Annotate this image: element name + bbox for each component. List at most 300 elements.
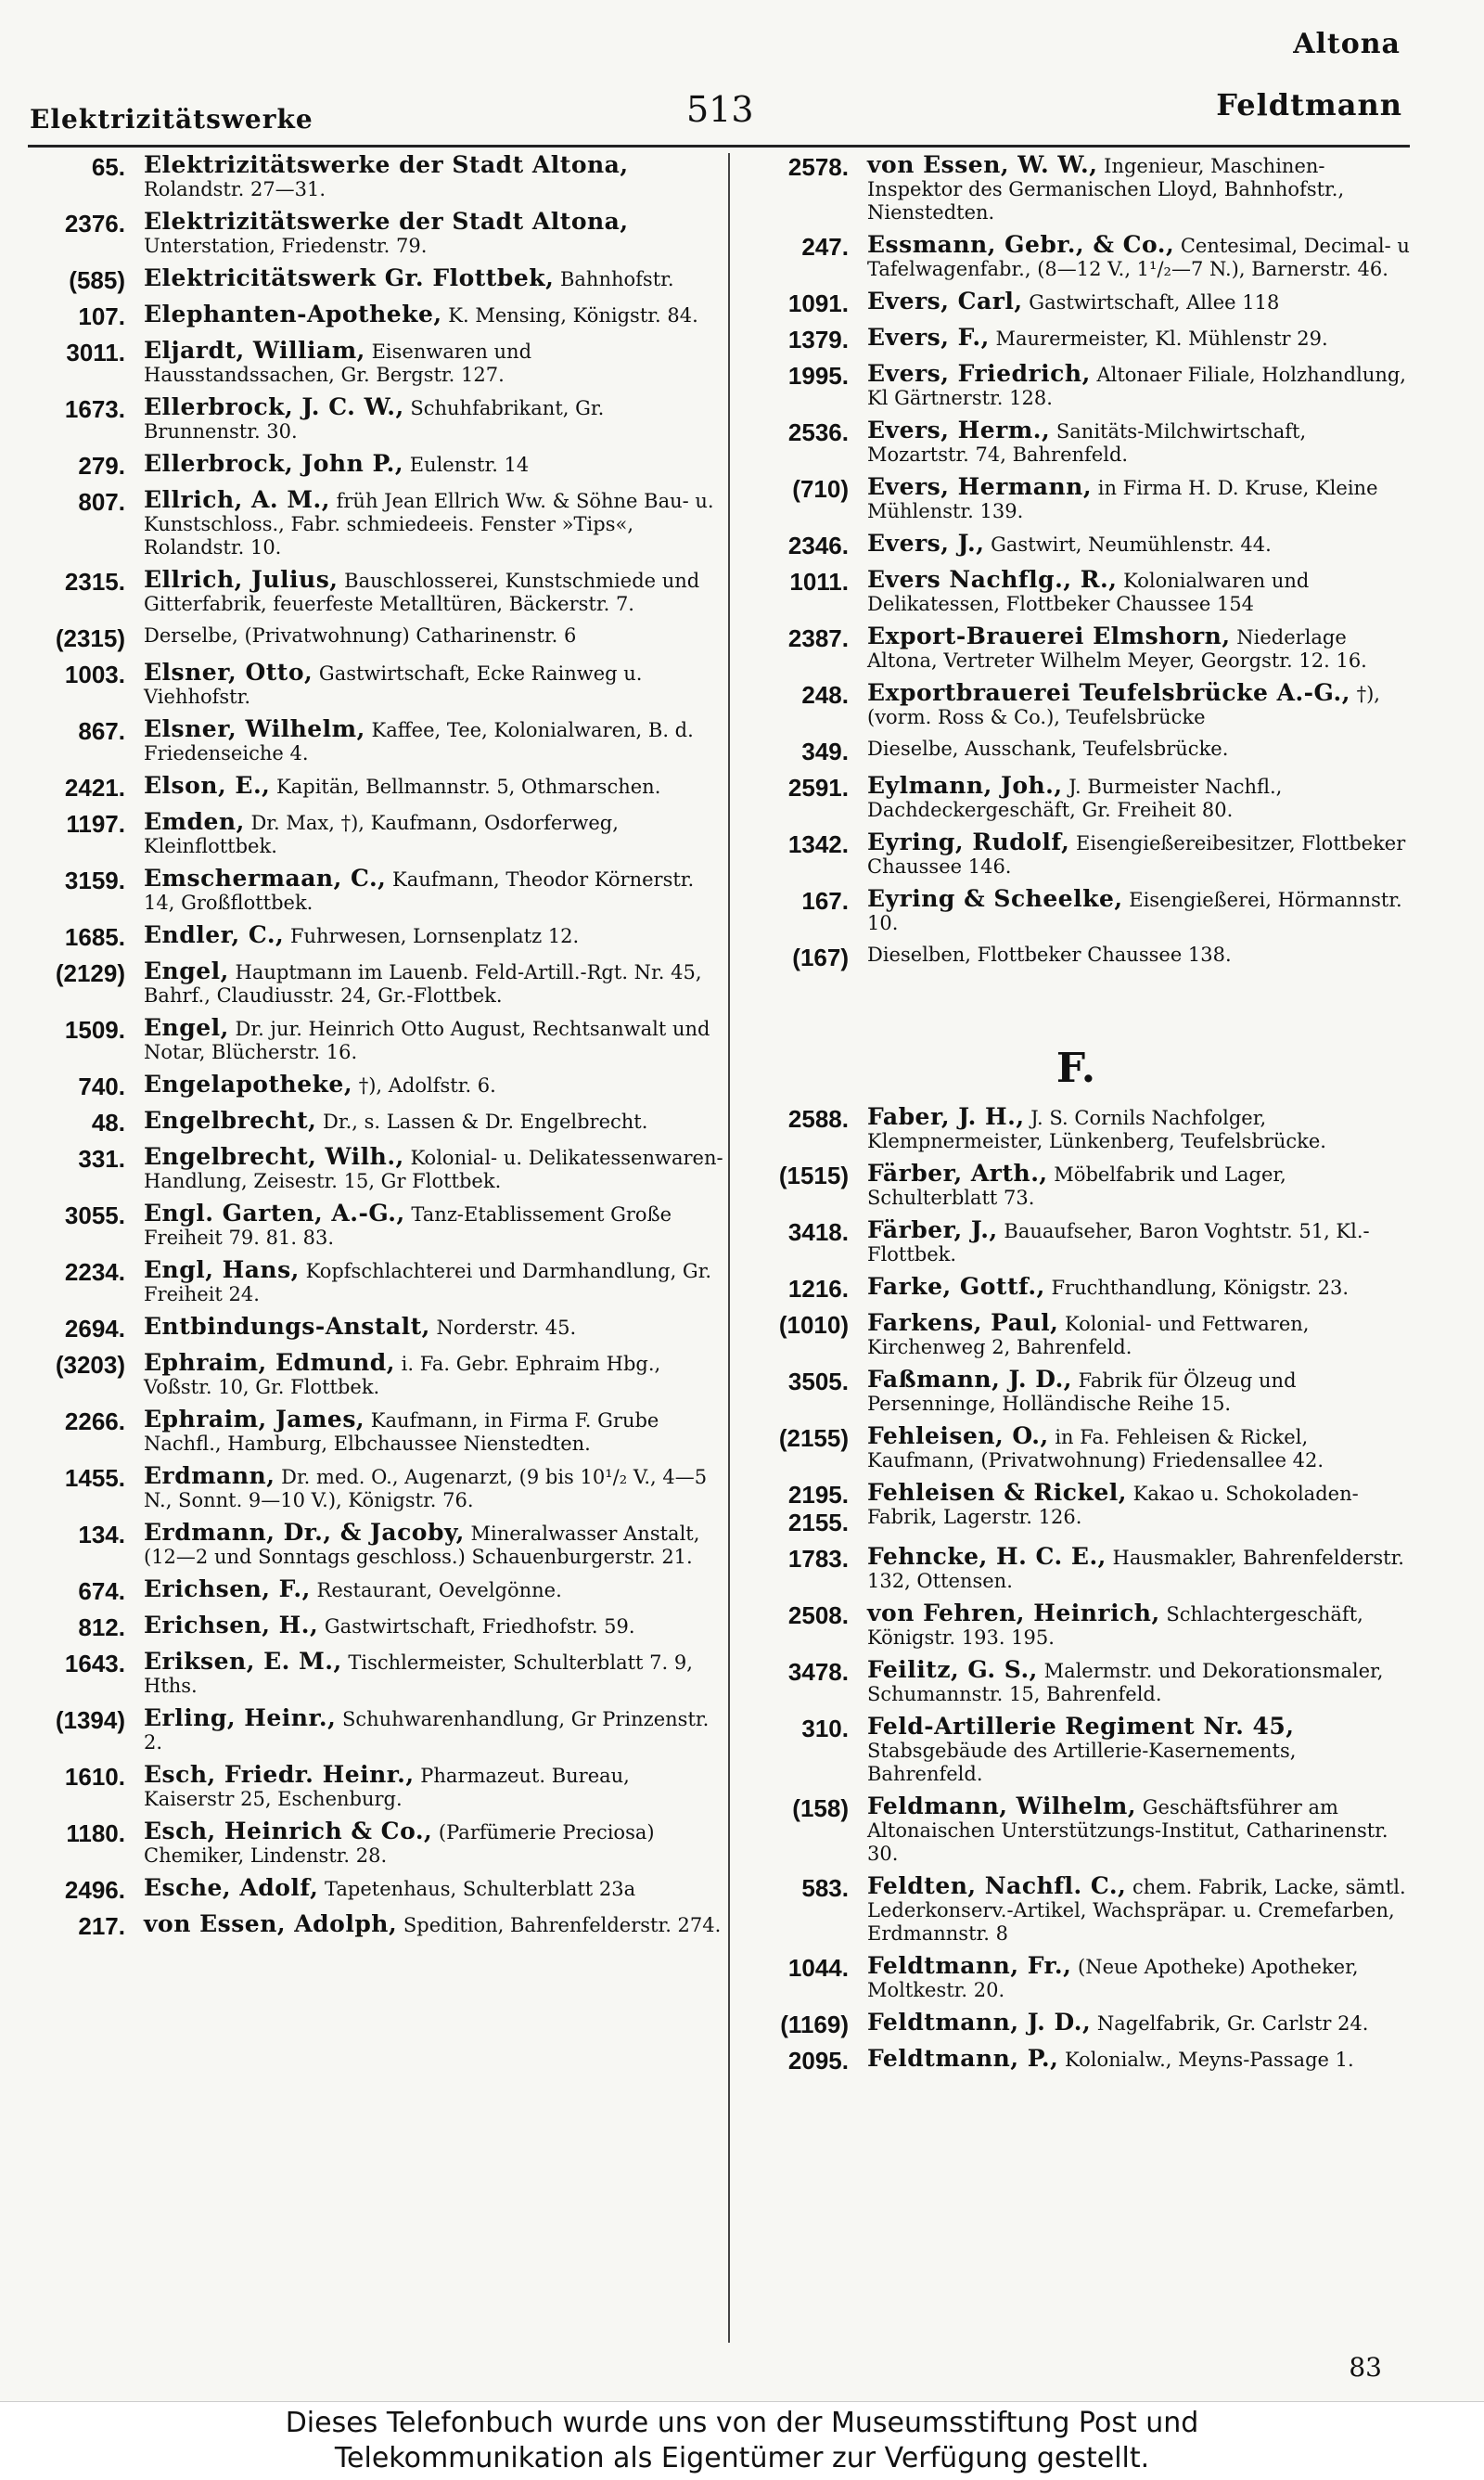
entry-details: Maurermeister, Kl. Mühlenstr 29. xyxy=(995,328,1328,350)
entry-name: Ellerbrock, John P., xyxy=(144,450,404,477)
entry-details: Dr., s. Lassen & Dr. Engelbrecht. xyxy=(323,1111,648,1133)
entry-details: Fruchthandlung, Königstr. 23. xyxy=(1051,1277,1350,1299)
entry-name: Erdmann, xyxy=(144,1462,275,1489)
entry-details: Tanz-Etablissement Große Freiheit 79. 81. 83. xyxy=(144,1203,672,1249)
entry-text xyxy=(144,923,723,948)
entry-name: Entbindungs-Anstalt, xyxy=(144,1313,430,1340)
phone-number: (167) xyxy=(792,944,849,971)
entry-details: Unterstation, Friedenstr. 79. xyxy=(144,235,428,257)
entry-text xyxy=(144,717,723,765)
phone-number: (2155) xyxy=(778,1424,849,1452)
entry-name: Eylmann, Joh., xyxy=(867,772,1063,799)
phone-number: 2266. xyxy=(64,1407,125,1435)
directory-entry xyxy=(742,830,1410,879)
entry-name: Feilitz, G. S., xyxy=(867,1656,1038,1683)
entry-details: Möbelfabrik und Lager, Schulterblatt 73. xyxy=(867,1163,1286,1209)
entry-text xyxy=(867,1715,1410,1786)
entry-name: Ephraim, Edmund, xyxy=(144,1349,395,1376)
entry-name: Engelbrecht, Wilh., xyxy=(144,1143,404,1170)
entry-name: Evers, Herm., xyxy=(867,417,1051,443)
phone-number: 107. xyxy=(78,302,125,330)
phone-number: 1216. xyxy=(787,1275,849,1303)
entry-details: Kopfschlachterei und Darmhandlung, Gr. Freiheit 24. xyxy=(144,1260,712,1305)
footer-line-1: Dieses Telefonbuch wurde uns von der Museumsstiftung Post und xyxy=(285,2407,1199,2439)
phone-number: 1610. xyxy=(64,1763,125,1791)
entry-name: Export-Brauerei Elmshorn, xyxy=(867,623,1231,649)
phone-number: 2195. 2155. xyxy=(787,1481,849,1536)
entry-text xyxy=(867,1275,1410,1300)
entry-details: (Parfümerie Preciosa) Chemiker, Lindenstr. 28. xyxy=(144,1821,655,1867)
entry-text xyxy=(144,1016,723,1064)
entry-name: von Essen, Adolph, xyxy=(144,1910,398,1937)
phone-number: 1783. xyxy=(787,1545,849,1573)
footer-line-2: Telekommunikation als Eigentümer zur Verfügung gestellt. xyxy=(334,2442,1150,2474)
entry-name: Esch, Heinrich & Co., xyxy=(144,1818,433,1844)
phone-number: 2591. xyxy=(787,774,849,802)
entry-text xyxy=(144,1650,723,1698)
entry-details: Gastwirtschaft, Ecke Rainweg u. Viehhofstr. xyxy=(144,662,643,708)
entry-name: Eriksen, E. M., xyxy=(144,1648,342,1675)
entry-details: Kakao u. Schokoladen-Fabrik, Lagerstr. 126. xyxy=(867,1483,1359,1528)
directory-entry xyxy=(28,395,723,443)
entry-text xyxy=(144,1819,723,1868)
entry-text xyxy=(867,2011,1410,2036)
entry-name: Emden, xyxy=(144,808,245,835)
entry-details: Spedition, Bahrenfelderstr. 274. xyxy=(403,1914,722,1936)
entry-text xyxy=(144,1876,723,1901)
entry-details: Fuhrwesen, Lornsenplatz 12. xyxy=(289,925,580,947)
entry-text xyxy=(144,210,723,258)
entry-name: Feld-Artillerie Regiment Nr. 45, xyxy=(867,1713,1295,1740)
entry-name: Erling, Heinr., xyxy=(144,1704,337,1731)
entry-name: Eyring, Rudolf, xyxy=(867,829,1070,855)
entry-details: Kaufmann, Theodor Körnerstr. 14, Großflottbek. xyxy=(144,868,695,914)
section-spacer xyxy=(742,980,1410,1045)
entry-text xyxy=(867,1954,1410,2002)
directory-entry xyxy=(28,1577,723,1605)
phone-number: 1044. xyxy=(787,1954,849,1982)
entry-name: Evers, Hermann, xyxy=(867,473,1093,500)
phone-number: (1515) xyxy=(778,1162,849,1189)
directory-entry xyxy=(28,1876,723,1904)
entry-name: Evers, J., xyxy=(867,530,985,557)
entry-name: Elson, E., xyxy=(144,772,271,799)
directory-entry xyxy=(742,1601,1410,1650)
directory-entry xyxy=(742,944,1410,971)
entry-text xyxy=(867,1481,1410,1529)
entry-text xyxy=(867,1874,1410,1946)
directory-entry xyxy=(28,1912,723,1940)
entry-details: Derselbe, (Privatwohnung) Catharinenstr. 6 xyxy=(144,624,577,647)
phone-number: 3418. xyxy=(787,1218,849,1246)
phone-number: 1455. xyxy=(64,1464,125,1492)
entry-name: Farke, Gottf., xyxy=(867,1273,1045,1300)
entry-text xyxy=(144,1201,723,1250)
phone-number: 3478. xyxy=(787,1658,849,1686)
entry-details: Nagelfabrik, Gr. Carlstr 24. xyxy=(1096,2012,1369,2035)
entry-text xyxy=(144,774,723,799)
phone-number: (710) xyxy=(792,475,849,503)
phone-number: 1995. xyxy=(787,362,849,390)
entry-details: Schlachtergeschäft, Königstr. 193. 195. xyxy=(867,1603,1363,1649)
entry-text xyxy=(144,1145,723,1193)
phone-number: 310. xyxy=(801,1715,849,1742)
directory-entry xyxy=(28,1650,723,1698)
directory-entry xyxy=(28,1819,723,1868)
directory-entry xyxy=(742,326,1410,353)
phone-number: (158) xyxy=(792,1794,849,1822)
entry-details: Kaufmann, in Firma F. Grube Nachfl., Hamburg, Elbchaussee Nienstedten. xyxy=(144,1409,659,1455)
entry-details: in Fa. Fehleisen & Rickel, Kaufmann, (Privatwohnung) Friedensallee 42. xyxy=(867,1426,1324,1471)
directory-entry xyxy=(28,923,723,951)
directory-entry xyxy=(28,153,723,201)
entry-text xyxy=(867,1424,1410,1472)
entry-details: Gastwirt, Neumühlenstr. 44. xyxy=(991,533,1272,556)
directory-entry xyxy=(28,959,723,1008)
phone-number: 2346. xyxy=(787,532,849,559)
entry-name: Essmann, Gebr., & Co., xyxy=(867,231,1175,258)
entry-name: Färber, Arth., xyxy=(867,1160,1048,1187)
directory-entry xyxy=(28,810,723,858)
directory-entry xyxy=(28,1351,723,1399)
entry-details: Bauschlosserei, Kunstschmiede und Gitterfabrik, feuerfeste Metalltüren, Bäckerstr. 7. xyxy=(144,570,700,615)
directory-entry xyxy=(28,1109,723,1137)
entry-text xyxy=(144,1577,723,1602)
entry-text xyxy=(144,339,723,387)
entry-name: Ephraim, James, xyxy=(144,1406,365,1433)
entry-text xyxy=(144,1613,723,1638)
directory-entry xyxy=(28,1613,723,1641)
entry-text xyxy=(144,452,723,477)
entry-details: Dr. Max, †), Kaufmann, Osdorferweg, Kleinflottbek. xyxy=(144,812,619,857)
directory-entry xyxy=(28,867,723,915)
entry-details: Sanitäts-Milchwirtschaft, Mozartstr. 74, Bahrenfeld. xyxy=(867,420,1307,466)
entry-details: Bahnhofstr. xyxy=(559,268,674,290)
directory-entry xyxy=(28,1145,723,1193)
directory-entry xyxy=(742,1162,1410,1210)
entry-name: Faßmann, J. D., xyxy=(867,1366,1072,1393)
directory-entry xyxy=(28,1016,723,1064)
column-divider xyxy=(728,153,730,2343)
entry-details: Kolonialw., Meyns-Passage 1. xyxy=(1064,2049,1354,2071)
entry-details: Eisengießerei, Hörmannstr. 10. xyxy=(867,889,1402,934)
entry-name: Emschermaan, C., xyxy=(144,865,387,892)
entry-text xyxy=(144,624,723,648)
entry-text xyxy=(867,738,1410,761)
directory-entry xyxy=(742,1218,1410,1266)
entry-text xyxy=(144,1521,723,1569)
phone-number: 3055. xyxy=(64,1201,125,1229)
entry-details: Kaffee, Tee, Kolonialwaren, B. d. Friedenseiche 4. xyxy=(144,719,694,765)
entry-details: Eisengießereibesitzer, Flottbeker Chaussee 146. xyxy=(867,832,1406,878)
directory-entry xyxy=(28,1315,723,1343)
phone-number: 65. xyxy=(91,153,125,181)
entry-text xyxy=(867,233,1410,281)
entry-name: Feldtmann, J. D., xyxy=(867,2009,1092,2036)
directory-entry xyxy=(28,452,723,480)
entry-text xyxy=(144,959,723,1008)
entry-text xyxy=(144,1351,723,1399)
phone-number: 674. xyxy=(78,1577,125,1605)
entry-details: Kapitän, Bellmannstr. 5, Othmarschen. xyxy=(276,776,661,798)
entry-details: Geschäftsführer am Altonaischen Unterstützungs-Institut, Catharinenstr. 30. xyxy=(867,1796,1388,1865)
entry-text xyxy=(867,568,1410,616)
entry-text xyxy=(144,867,723,915)
phone-number: 134. xyxy=(78,1521,125,1548)
directory-entry xyxy=(28,1464,723,1512)
entry-details: Dieselben, Flottbeker Chaussee 138. xyxy=(867,944,1232,966)
entry-details: Gastwirtschaft, Allee 118 xyxy=(1029,291,1280,314)
entry-details: Altonaer Filiale, Holzhandlung, Kl Gärtnerstr. 128. xyxy=(867,364,1406,409)
entry-text xyxy=(867,1368,1410,1416)
entry-details: Hauptmann im Lauenb. Feld-Artill.-Rgt. Nr. 45, Bahrf., Claudiusstr. 24, Gr.-Flottbek. xyxy=(144,961,702,1007)
page-footnote: 83 xyxy=(1349,2352,1382,2383)
entry-name: Ellrich, A. M., xyxy=(144,486,330,513)
directory-entry xyxy=(742,289,1410,317)
entry-details: Mineralwasser Anstalt, (12—2 und Sonntags geschloss.) Schauenburgerstr. 21. xyxy=(144,1523,700,1568)
directory-entry xyxy=(742,362,1410,410)
entry-details: chem. Fabrik, Lacke, sämtl. Lederkonserv.-Artikel, Wachspräpar. u. Cremefarben, Erdmannstr. 8 xyxy=(867,1876,1406,1945)
entry-text xyxy=(144,1706,723,1754)
directory-entry xyxy=(28,774,723,802)
entry-details: Dr. med. O., Augenarzt, (9 bis 10¹/₂ V., 4—5 N., Sonnt. 9—10 V.), Königstr. 76. xyxy=(144,1466,708,1511)
entry-details: Restaurant, Oevelgönne. xyxy=(316,1579,562,1601)
entry-text xyxy=(144,810,723,858)
directory-entry xyxy=(742,1874,1410,1946)
header-city: Altona xyxy=(1293,28,1401,60)
directory-entry xyxy=(28,339,723,387)
directory-entry xyxy=(742,1954,1410,2002)
entry-text xyxy=(867,289,1410,315)
entry-text xyxy=(144,661,723,709)
phone-number: (3203) xyxy=(55,1351,125,1379)
entry-text xyxy=(867,887,1410,935)
entry-text xyxy=(144,302,723,328)
entry-text xyxy=(144,1258,723,1306)
phone-number: 2694. xyxy=(64,1315,125,1343)
phone-number: 740. xyxy=(78,1073,125,1100)
directory-entry xyxy=(742,887,1410,935)
phone-number: 48. xyxy=(91,1109,125,1137)
entry-text xyxy=(144,1109,723,1134)
phone-number: 3159. xyxy=(64,867,125,894)
phone-number: 1003. xyxy=(64,661,125,688)
entry-details: (Neue Apotheke) Apotheker, Moltkestr. 20. xyxy=(867,1956,1359,2001)
entry-details: Centesimal, Decimal- u Tafelwagenfabr., (8—12 V., 1¹/₂—7 N.), Barnerstr. 46. xyxy=(867,235,1410,280)
directory-entry xyxy=(28,1407,723,1456)
entry-details: Eisenwaren und Hausstandssachen, Gr. Bergstr. 127. xyxy=(144,341,532,386)
phone-number: 247. xyxy=(801,233,849,261)
entry-text xyxy=(867,1601,1410,1650)
phone-number: 331. xyxy=(78,1145,125,1173)
phone-number: 867. xyxy=(78,717,125,745)
directory-entry xyxy=(742,1715,1410,1786)
directory-entry xyxy=(742,1105,1410,1153)
entry-details: Kolonial- und Fettwaren, Kirchenweg 2, Bahrenfeld. xyxy=(867,1313,1310,1358)
entry-details: i. Fa. Gebr. Ephraim Hbg., Voßstr. 10, Gr. Flottbek. xyxy=(144,1353,661,1398)
entry-text xyxy=(867,475,1410,523)
phone-number: 167. xyxy=(801,887,849,915)
phone-number: 1180. xyxy=(66,1819,125,1847)
phone-number: 1342. xyxy=(787,830,849,858)
entry-details: Stabsgebäude des Artillerie-Kasernements, Bahrenfeld. xyxy=(867,1740,1297,1785)
entry-text xyxy=(144,1912,723,1937)
phone-number: (2129) xyxy=(55,959,125,987)
phone-number: 279. xyxy=(78,452,125,480)
entry-text xyxy=(867,1658,1410,1706)
entry-details: Gastwirtschaft, Friedhofstr. 59. xyxy=(324,1615,635,1638)
entry-name: Evers, Friedrich, xyxy=(867,360,1091,387)
entry-name: Fehncke, H. C. E., xyxy=(867,1543,1107,1570)
phone-number: 3505. xyxy=(787,1368,849,1395)
entry-details: Niederlage Altona, Vertreter Wilhelm Meyer, Georgstr. 12. 16. xyxy=(867,626,1367,672)
entry-details: Eulenstr. 14 xyxy=(409,454,530,476)
phone-number: 1011. xyxy=(789,568,849,596)
phone-number: 3011. xyxy=(66,339,125,366)
entry-details: †), Adolfstr. 6. xyxy=(358,1074,496,1097)
entry-details: Norderstr. 45. xyxy=(436,1317,577,1339)
entry-text xyxy=(144,395,723,443)
directory-entry xyxy=(28,488,723,559)
phone-number: 217. xyxy=(78,1912,125,1940)
right-column xyxy=(742,153,1410,2083)
entry-text xyxy=(867,1218,1410,1266)
entry-details: Kolonialwaren und Delikatessen, Flottbeker Chaussee 154 xyxy=(867,570,1310,615)
entry-name: Fehleisen & Rickel, xyxy=(867,1479,1127,1506)
phone-number: 812. xyxy=(78,1613,125,1641)
section-letter: F. xyxy=(1055,1045,1096,1092)
page-number: 513 xyxy=(686,89,754,130)
directory-entry xyxy=(28,302,723,330)
entry-name: Feldtmann, P., xyxy=(867,2045,1059,2072)
phone-number: 1673. xyxy=(64,395,125,423)
phone-number: 2496. xyxy=(64,1876,125,1904)
directory-entry xyxy=(742,1368,1410,1416)
phone-number: (1394) xyxy=(55,1706,125,1734)
directory-entry xyxy=(28,1073,723,1100)
entry-name: Feldmann, Wilhelm, xyxy=(867,1793,1137,1819)
directory-entry xyxy=(742,1481,1410,1536)
phone-number: (1169) xyxy=(780,2011,849,2038)
entry-details: Fabrik für Ölzeug und Persenninge, Holländische Reihe 15. xyxy=(867,1369,1297,1415)
directory-entry xyxy=(742,1545,1410,1593)
entry-name: Erichsen, F., xyxy=(144,1575,311,1602)
entry-text xyxy=(867,774,1410,822)
entry-details: in Firma H. D. Kruse, Kleine Mühlenstr. 139. xyxy=(867,477,1378,522)
entry-text xyxy=(144,488,723,559)
entry-details: J. S. Cornils Nachfolger, Klempnermeister, Lünkenberg, Teufelsbrücke. xyxy=(867,1107,1326,1152)
header-left-keyword: Elektrizitätswerke xyxy=(30,104,313,135)
entry-text xyxy=(144,1073,723,1098)
directory-entry xyxy=(742,624,1410,673)
entry-name: Engel, xyxy=(144,957,229,984)
directory-entry xyxy=(742,2047,1410,2075)
entry-text xyxy=(867,532,1410,557)
entry-name: Ellrich, Julius, xyxy=(144,566,339,593)
header-rule xyxy=(28,145,1410,148)
entry-details: Schuhfabrikant, Gr. Brunnenstr. 30. xyxy=(144,397,605,443)
entry-text xyxy=(144,1315,723,1340)
directory-entry xyxy=(742,153,1410,225)
entry-text xyxy=(144,1407,723,1456)
phone-number: 2387. xyxy=(787,624,849,652)
header-right-keyword: Feldtmann xyxy=(1216,87,1402,122)
entry-name: Fehleisen, O., xyxy=(867,1422,1049,1449)
entry-text xyxy=(867,326,1410,351)
entry-name: Engl, Hans, xyxy=(144,1256,300,1283)
entry-name: Engl. Garten, A.-G., xyxy=(144,1200,405,1227)
directory-entry xyxy=(742,418,1410,467)
directory-entry xyxy=(742,568,1410,616)
entry-text xyxy=(867,1545,1410,1593)
entry-text xyxy=(867,681,1410,729)
entry-details: J. Burmeister Nachfl., Dachdeckergeschäft, Gr. Freiheit 80. xyxy=(867,776,1283,821)
entry-text xyxy=(867,830,1410,879)
directory-entry xyxy=(742,1658,1410,1706)
entry-name: Exportbrauerei Teufelsbrücke A.-G., xyxy=(867,679,1350,706)
phone-number: 2421. xyxy=(64,774,125,802)
entry-text xyxy=(144,568,723,616)
entry-text xyxy=(867,362,1410,410)
entry-name: Engelapotheke, xyxy=(144,1071,353,1098)
entry-text xyxy=(867,418,1410,467)
entry-text xyxy=(867,153,1410,225)
directory-entry xyxy=(28,1201,723,1250)
entry-name: Elektrizitätswerke der Stadt Altona, xyxy=(144,151,629,178)
phone-number: (585) xyxy=(69,266,125,294)
entry-name: Engel, xyxy=(144,1014,229,1041)
entry-text xyxy=(144,153,723,201)
entry-details: Hausmakler, Bahrenfelderstr. 132, Ottensen. xyxy=(867,1547,1404,1592)
directory-entry xyxy=(28,1706,723,1754)
entry-text xyxy=(867,2047,1410,2072)
entry-name: Evers Nachflg., R., xyxy=(867,566,1118,593)
entry-name: Ellerbrock, J. C. W., xyxy=(144,393,404,420)
entry-name: Feldten, Nachfl. C., xyxy=(867,1872,1127,1899)
entry-details: Rolandstr. 27—31. xyxy=(144,178,326,200)
entry-text xyxy=(867,624,1410,673)
left-column xyxy=(28,153,723,1948)
phone-number: 1685. xyxy=(64,923,125,951)
entry-name: von Fehren, Heinrich, xyxy=(867,1600,1160,1626)
directory-entry xyxy=(742,738,1410,765)
phone-number: 1091. xyxy=(787,289,849,317)
phone-number: 2588. xyxy=(787,1105,849,1133)
entry-details: Pharmazeut. Bureau, Kaiserstr 25, Eschenburg. xyxy=(144,1765,630,1810)
phone-number: (1010) xyxy=(778,1311,849,1339)
phone-number: 2578. xyxy=(787,153,849,181)
entry-name: Erichsen, H., xyxy=(144,1612,319,1638)
phone-number: 2536. xyxy=(787,418,849,446)
directory-entry xyxy=(742,1275,1410,1303)
entry-name: Esche, Adolf, xyxy=(144,1874,319,1901)
entry-name: Elsner, Otto, xyxy=(144,659,313,686)
entry-text xyxy=(867,1311,1410,1359)
phone-number: 2508. xyxy=(787,1601,849,1629)
entry-text xyxy=(867,1162,1410,1210)
entry-name: Engelbrecht, xyxy=(144,1107,317,1134)
directory-entry xyxy=(28,1521,723,1569)
entry-details: †), (vorm. Ross & Co.), Teufelsbrücke xyxy=(867,683,1380,728)
entry-details: K. Mensing, Königstr. 84. xyxy=(448,304,698,327)
entry-text xyxy=(867,1105,1410,1153)
footer-notice xyxy=(0,2401,1484,2480)
phone-number: 349. xyxy=(801,738,849,765)
entry-name: Erdmann, Dr., & Jacoby, xyxy=(144,1519,465,1546)
directory-entry xyxy=(742,1311,1410,1359)
right-column-f-entries xyxy=(742,1105,1410,2075)
phone-number: (2315) xyxy=(55,624,125,652)
